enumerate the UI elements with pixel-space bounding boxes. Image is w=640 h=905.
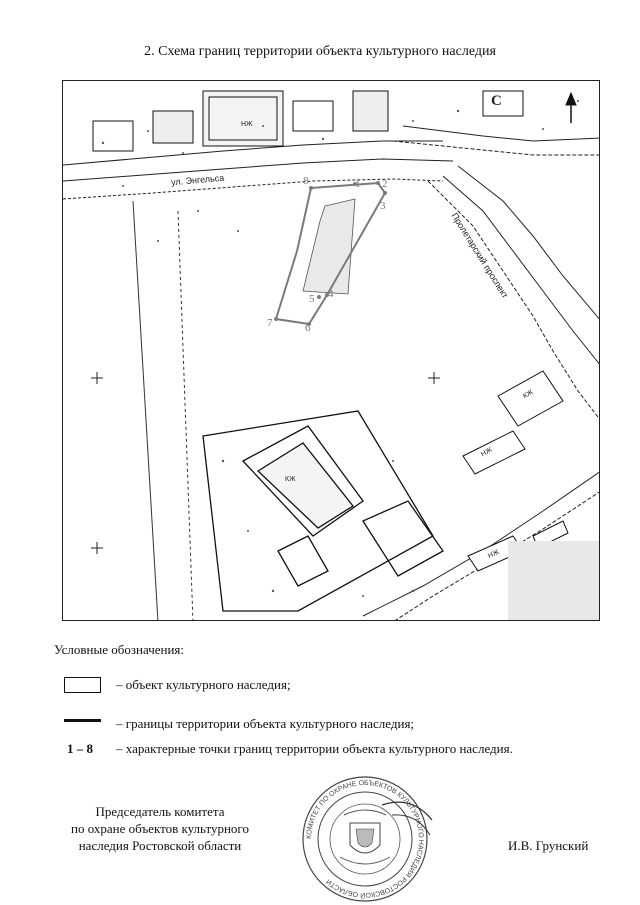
official-seal xyxy=(292,775,438,903)
site-plan-map xyxy=(62,80,600,621)
page-title: 2. Схема границ территории объекта культурного наследия xyxy=(144,44,496,59)
southern-block xyxy=(203,411,443,611)
street-engels-label: ул. Энгельса xyxy=(170,172,225,188)
legend-points-range: 1 – 8 xyxy=(67,741,93,756)
building-label: КЖ xyxy=(521,388,535,401)
western-lines xyxy=(133,201,193,621)
point-number: 3 xyxy=(380,200,386,212)
position-line: Председатель комитета xyxy=(95,804,225,819)
point-number: 1 xyxy=(355,178,361,190)
legend-boundary-text: – границы территории объекта культурного наследия; xyxy=(116,716,415,731)
grid-crosses xyxy=(91,372,440,554)
legend-object-symbol xyxy=(64,677,101,693)
point-number: 4 xyxy=(328,288,334,300)
shaded-area xyxy=(508,541,600,621)
point-number: 5 xyxy=(309,293,315,305)
street-engels-edges xyxy=(63,126,600,199)
position-line: наследия Ростовской области xyxy=(78,838,242,853)
point-number: 6 xyxy=(305,322,311,334)
seal-ring-text: КОМИТЕТ ПО ОХРАНЕ ОБЪЕКТОВ КУЛЬТУРНОГО НАСЛЕДИЯ РОСТОВСКОЙ ОБЛАСТИ xyxy=(305,779,425,899)
street-prospect-label: Пролетарский проспект xyxy=(449,211,511,301)
building-label: НЖ xyxy=(487,548,501,561)
point-number: 2 xyxy=(382,178,388,190)
legend-title: Условные обозначения: xyxy=(54,642,185,657)
north-label: С xyxy=(491,93,502,109)
point-number: 7 xyxy=(267,317,273,329)
north-arrow xyxy=(566,93,576,123)
signatory-name: И.В. Грунский xyxy=(508,838,589,853)
point-number: 8 xyxy=(303,175,309,187)
building-label: НЖ xyxy=(480,446,494,459)
legend-points-text: – характерные точки границ территории объекта культурного наследия. xyxy=(116,741,513,756)
top-buildings xyxy=(93,91,523,151)
map-drawing xyxy=(63,81,600,621)
legend-object-text: – объект культурного наследия; xyxy=(116,677,291,692)
signatory-position xyxy=(50,803,270,854)
legend-boundary-symbol xyxy=(64,719,101,722)
building-label: КЖ xyxy=(285,476,296,483)
heritage-object-outline xyxy=(303,199,355,294)
position-line: по охране объектов культурного xyxy=(71,821,249,836)
building-label: НЖ xyxy=(241,121,253,128)
